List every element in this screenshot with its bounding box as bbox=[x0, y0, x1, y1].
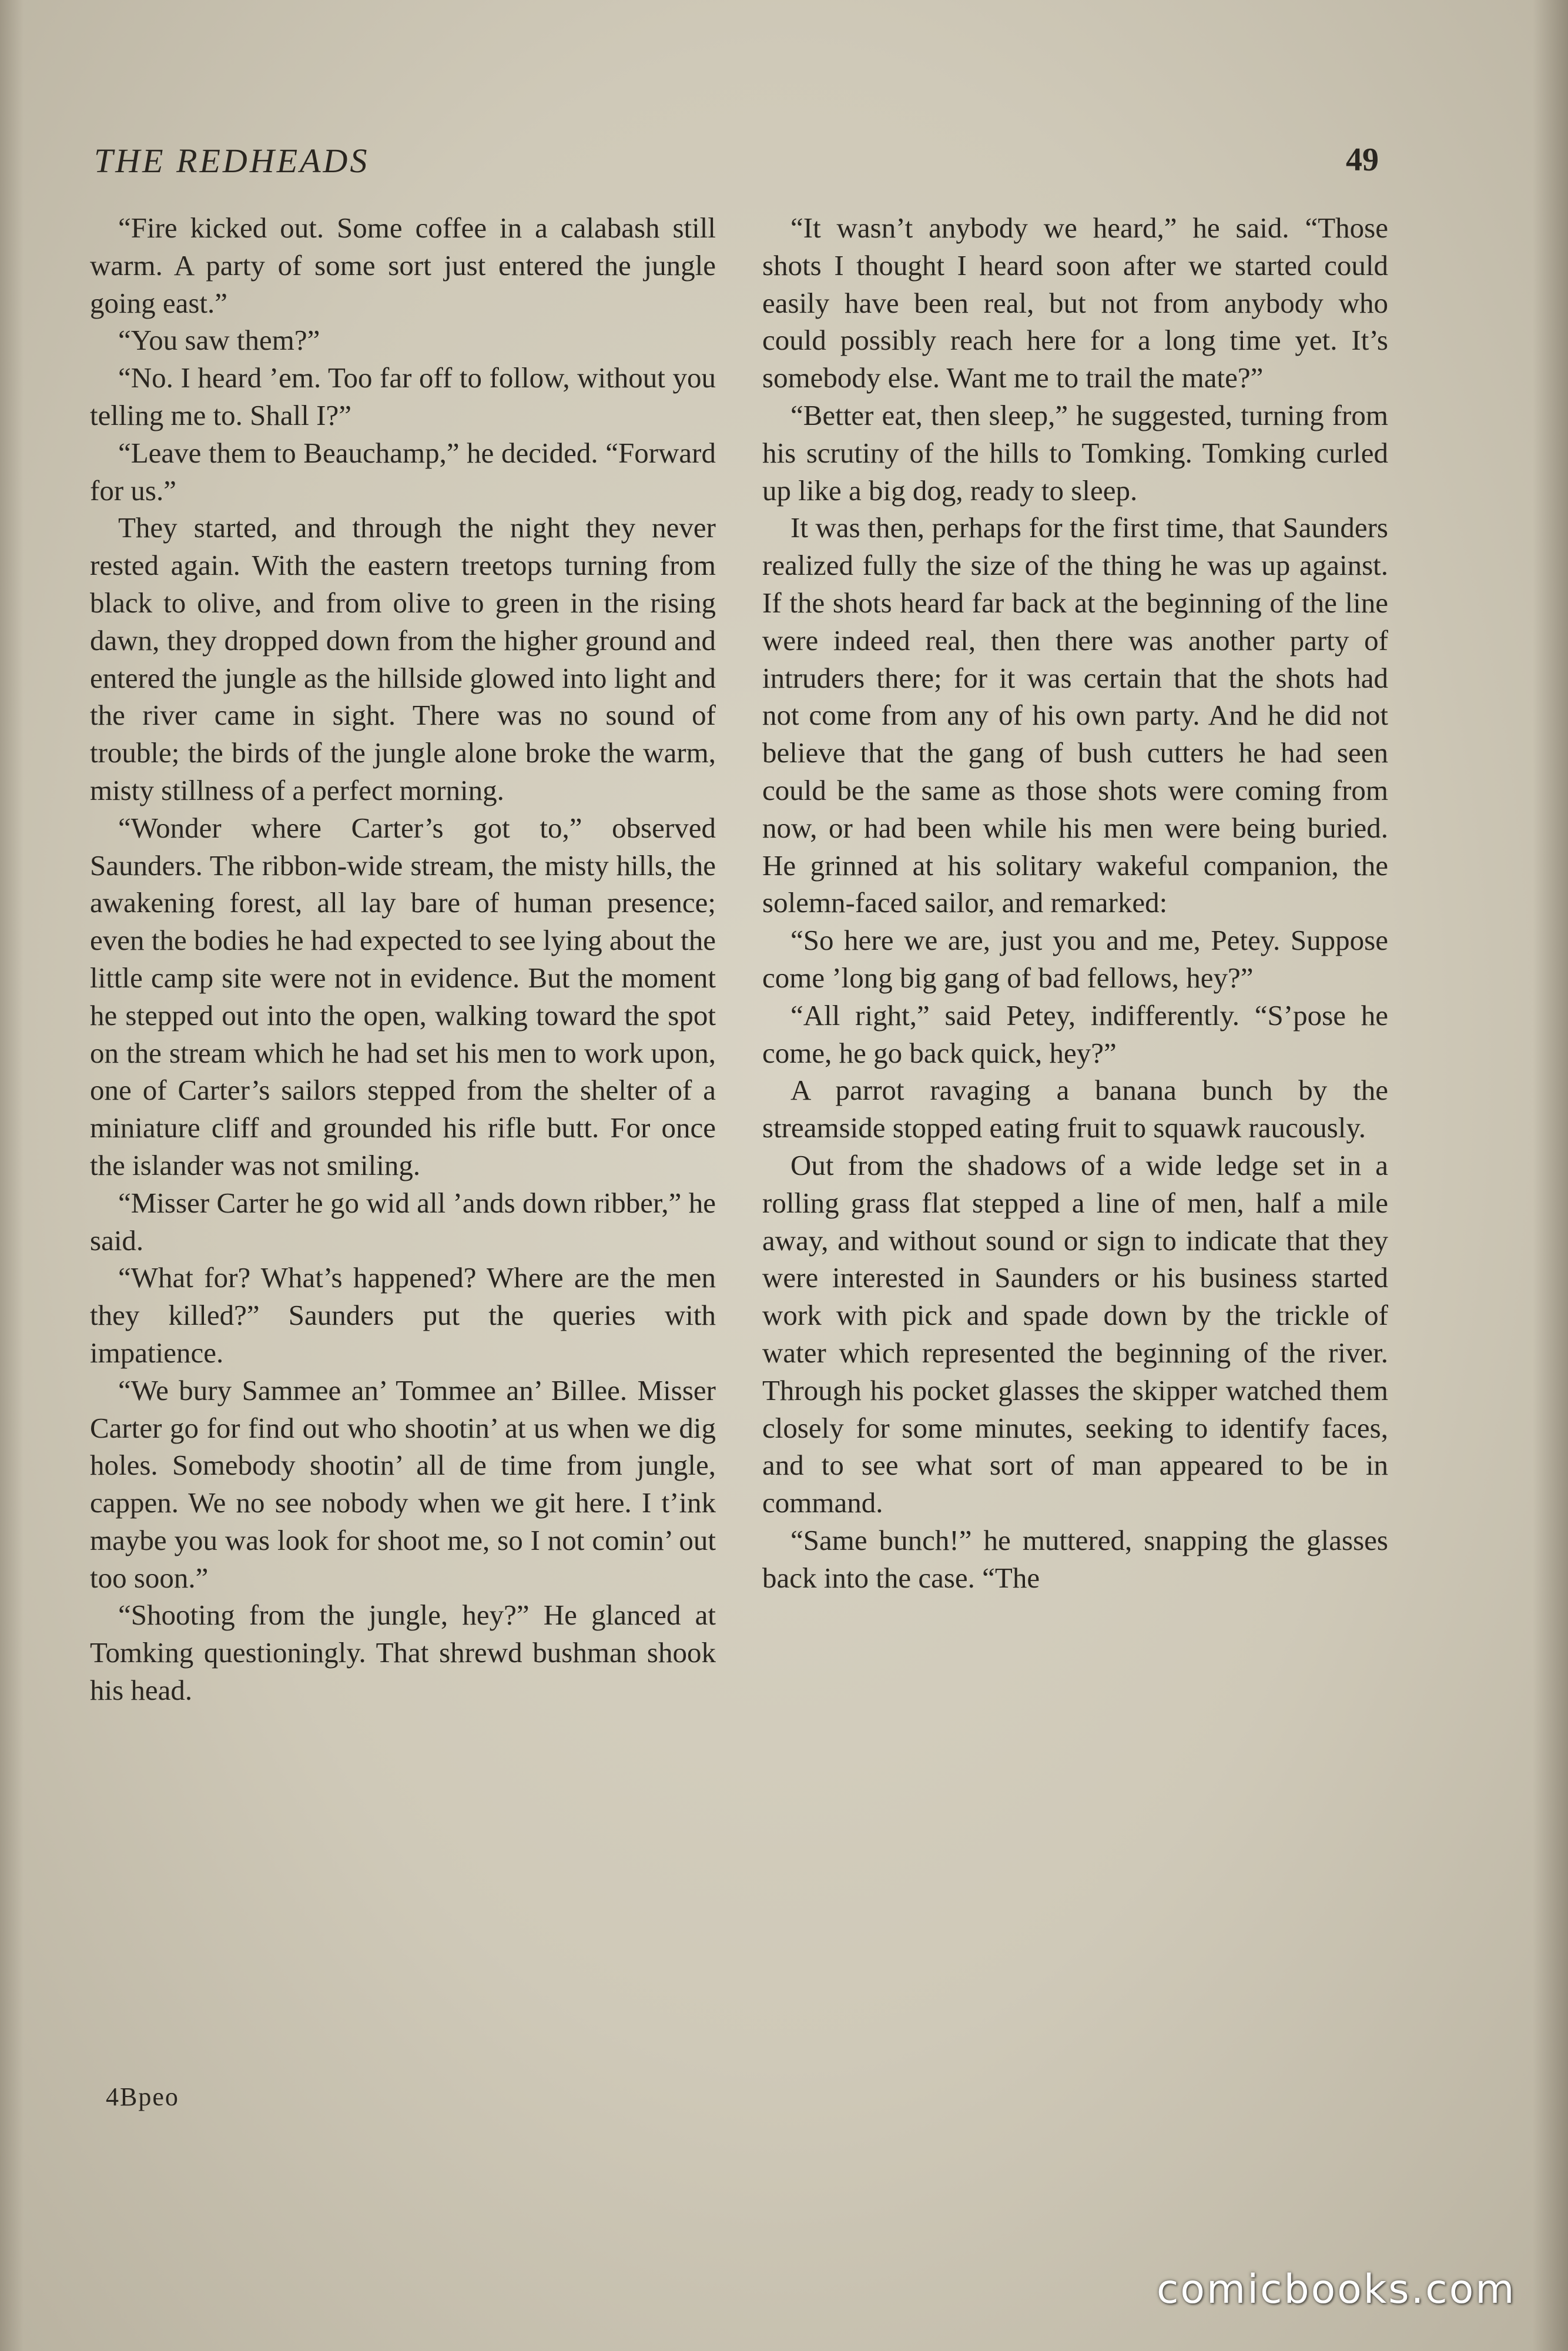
site-watermark: comicbooks.com bbox=[1157, 2266, 1516, 2313]
left-column bbox=[90, 209, 716, 1709]
right-column bbox=[762, 209, 1388, 1596]
paragraph: “Leave them to Beauchamp,” he decided. “Forward for us.” bbox=[90, 436, 716, 507]
paragraph: “No. I heard ’em. Too far off to follow, without you telling me to. Shall I?” bbox=[90, 361, 716, 431]
paragraph: “Misser Carter he go wid all ’ands down ribber,” he said. bbox=[90, 1186, 716, 1257]
paragraph: “Wonder where Carter’s got to,” observed Saunders. The ribbon-wide stream, the misty hills, the awakening forest, all lay bare of human presence; even the bodies he had expected to see lying about the little camp site were not in evidence. But the moment he stepped out into the open, walking toward the spot on the stream which he had set his men to work upon, one of Carter’s sailors stepped from the shelter of a miniature cliff and grounded his rifle butt. For once the islander was not smiling. bbox=[90, 811, 716, 1181]
paragraph: It was then, perhaps for the first time, that Saunders realized fully the size of the thing he was up against. If the shots heard far back at the beginning of the line were indeed real, then there was another party of intruders there; for it was certain that the shots had not come from any of his own party. And he did not believe that the gang of bush cutters he had seen could be the same as those shots were coming from now, or had been while his men were being buried. He grinned at his solitary wakeful companion, the solemn-faced sailor, and remarked: bbox=[762, 511, 1388, 919]
paragraph: Out from the shadows of a wide ledge set in a rolling grass flat stepped a line of men, half a mile away, and without sound or sign to indicate that they were interested in Saunders or his business started work with pick and spade down by the trickle of water which represented the beginning of the river. Through his pocket glasses the skipper watched them closely for some minutes, seeking to identify faces, and to see what sort of man appeared to be in command. bbox=[762, 1148, 1388, 1519]
paragraph: “What for? What’s happened? Where are the men they killed?” Saunders put the queries with impatience. bbox=[90, 1261, 716, 1369]
paragraph: “Shooting from the jungle, hey?” He glanced at Tomking questioningly. That shrewd bushman shook his head. bbox=[90, 1599, 716, 1707]
paragraph: “Fire kicked out. Some coffee in a calabash still warm. A party of some sort just entered the jungle going east.” bbox=[90, 212, 716, 319]
paragraph: “You saw them?” bbox=[118, 324, 320, 357]
page-number: 49 bbox=[1346, 142, 1379, 178]
paragraph: “Same bunch!” he muttered, snapping the glasses back into the case. “The bbox=[762, 1523, 1388, 1594]
paragraph: “We bury Sammee an’ Tommee an’ Billee. Misser Carter go for find out who shootin’ at us when we dig holes. Somebody shootin’ all de time from jungle, cappen. We no see nobody when we git here. I t’ink maybe you was look for shoot me, so I not comin’ out too soon.” bbox=[90, 1374, 716, 1594]
paragraph: “So here we are, just you and me, Petey. Suppose come ’long big gang of bad fellows, hey?” bbox=[762, 924, 1388, 994]
running-head: THE REDHEADS bbox=[94, 142, 370, 180]
page-edge-shadow-right bbox=[1533, 0, 1568, 2351]
signature-mark: 4Bpeo bbox=[106, 2082, 179, 2111]
paragraph: “Better eat, then sleep,” he suggested, turning from his scrutiny of the hills to Tomking. Tomking curled up like a big dog, ready to sleep. bbox=[762, 398, 1388, 507]
paragraph: They started, and through the night they never rested again. With the eastern treetops turning from black to olive, and from olive to green in the rising dawn, they dropped down from the higher ground and entered the jungle as the hillside glowed into light and the river came in sight. There was no sound of trouble; the birds of the jungle alone broke the warm, misty stillness of a perfect morning. bbox=[90, 511, 716, 806]
page-edge-shadow-left bbox=[0, 0, 24, 2351]
paragraph: A parrot ravaging a banana bunch by the streamside stopped eating fruit to squawk raucously. bbox=[762, 1074, 1388, 1144]
paragraph: “It wasn’t anybody we heard,” he said. “Those shots I thought I heard soon after we started could easily have been real, but not from anybody who could possibly reach here for a long time yet. It’s somebody else. Want me to trail the mate?” bbox=[762, 212, 1388, 394]
paragraph: “All right,” said Petey, indifferently. “S’pose he come, he go back quick, hey?” bbox=[762, 999, 1388, 1069]
